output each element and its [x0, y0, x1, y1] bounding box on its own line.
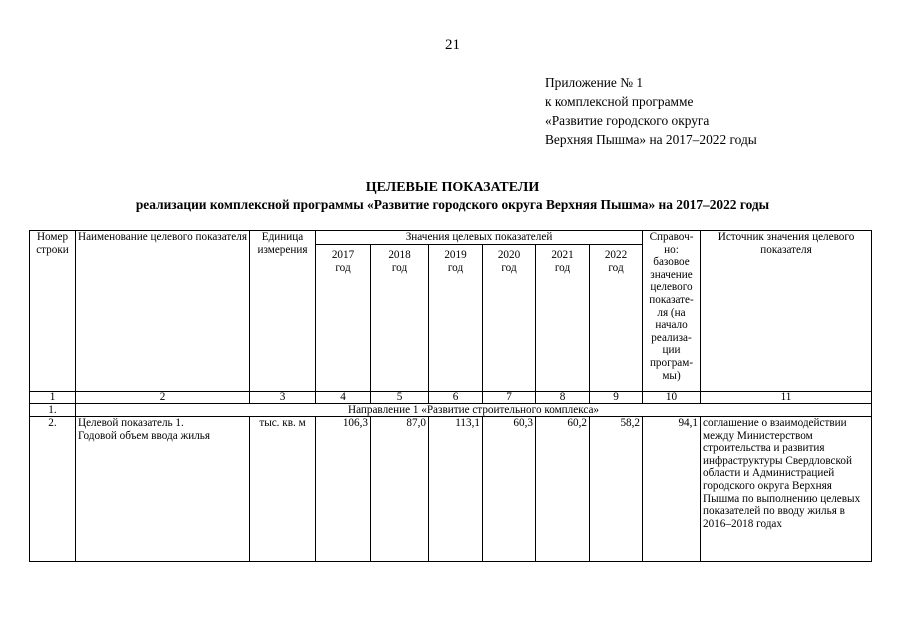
appendix-line: Верхняя Пышма» на 2017–2022 годы	[545, 132, 757, 147]
header-source: Источник значения целевого показателя	[701, 231, 872, 392]
row-number: 2.	[30, 417, 76, 562]
header-indicator-name: Наименование целевого показателя	[76, 231, 250, 392]
reference-value: 94,1	[643, 417, 701, 562]
target-indicators-table	[29, 230, 872, 562]
column-number: 3	[250, 392, 316, 404]
source-cell: соглашение о взаимодействии между Министерством строительства и развития инфраструктуры Свердловской области и Администрацией городского округа Верхняя Пышма по выполнению целевых показателей по вводу жилья в 2016–2018 годах	[701, 417, 872, 562]
direction-title: Направление 1 «Развитие строительного комплекса»	[76, 404, 872, 417]
column-number: 10	[643, 392, 701, 404]
value-2019: 113,1	[429, 417, 483, 562]
value-2017: 106,3	[316, 417, 371, 562]
header-year-2021: 2021 год	[536, 245, 590, 392]
column-number: 6	[429, 392, 483, 404]
header-year-2017: 2017 год	[316, 245, 371, 392]
header-year-2018: 2018 год	[371, 245, 429, 392]
direction-row	[30, 404, 872, 417]
document-title: ЦЕЛЕВЫЕ ПОКАЗАТЕЛИ	[365, 180, 540, 195]
column-number: 9	[590, 392, 643, 404]
appendix-note	[545, 73, 757, 149]
page-number: 21	[445, 37, 460, 53]
appendix-line: к комплексной программе	[545, 94, 694, 109]
header-reference-value: Справоч- но: базовое значение целевого показате- ля (на начало реализа- ции програм- мы)	[643, 231, 701, 392]
column-number: 2	[76, 392, 250, 404]
column-number: 1	[30, 392, 76, 404]
value-2021: 60,2	[536, 417, 590, 562]
column-number: 4	[316, 392, 371, 404]
header-row-number: Номер строки	[30, 231, 76, 392]
appendix-line: Приложение № 1	[545, 75, 644, 90]
header-year-2022: 2022 год	[590, 245, 643, 392]
header-values-group: Значения целевых показателей	[316, 231, 643, 245]
document-subtitle: реализации комплексной программы «Развитие городского округа Верхняя Пышма» на 2017–2022 годы	[135, 197, 770, 212]
value-2018: 87,0	[371, 417, 429, 562]
column-number-row	[30, 392, 872, 404]
table-row	[30, 417, 872, 562]
value-2022: 58,2	[590, 417, 643, 562]
column-number: 7	[483, 392, 536, 404]
direction-row-number: 1.	[30, 404, 76, 417]
column-number: 8	[536, 392, 590, 404]
unit-cell: тыс. кв. м	[250, 417, 316, 562]
header-year-2019: 2019 год	[429, 245, 483, 392]
appendix-line: «Развитие городского округа	[545, 113, 710, 128]
indicator-name: Целевой показатель 1. Годовой объем ввода жилья	[76, 417, 250, 562]
value-2020: 60,3	[483, 417, 536, 562]
header-year-2020: 2020 год	[483, 245, 536, 392]
column-number: 5	[371, 392, 429, 404]
column-number: 11	[701, 392, 872, 404]
header-unit: Единица измерения	[250, 231, 316, 392]
